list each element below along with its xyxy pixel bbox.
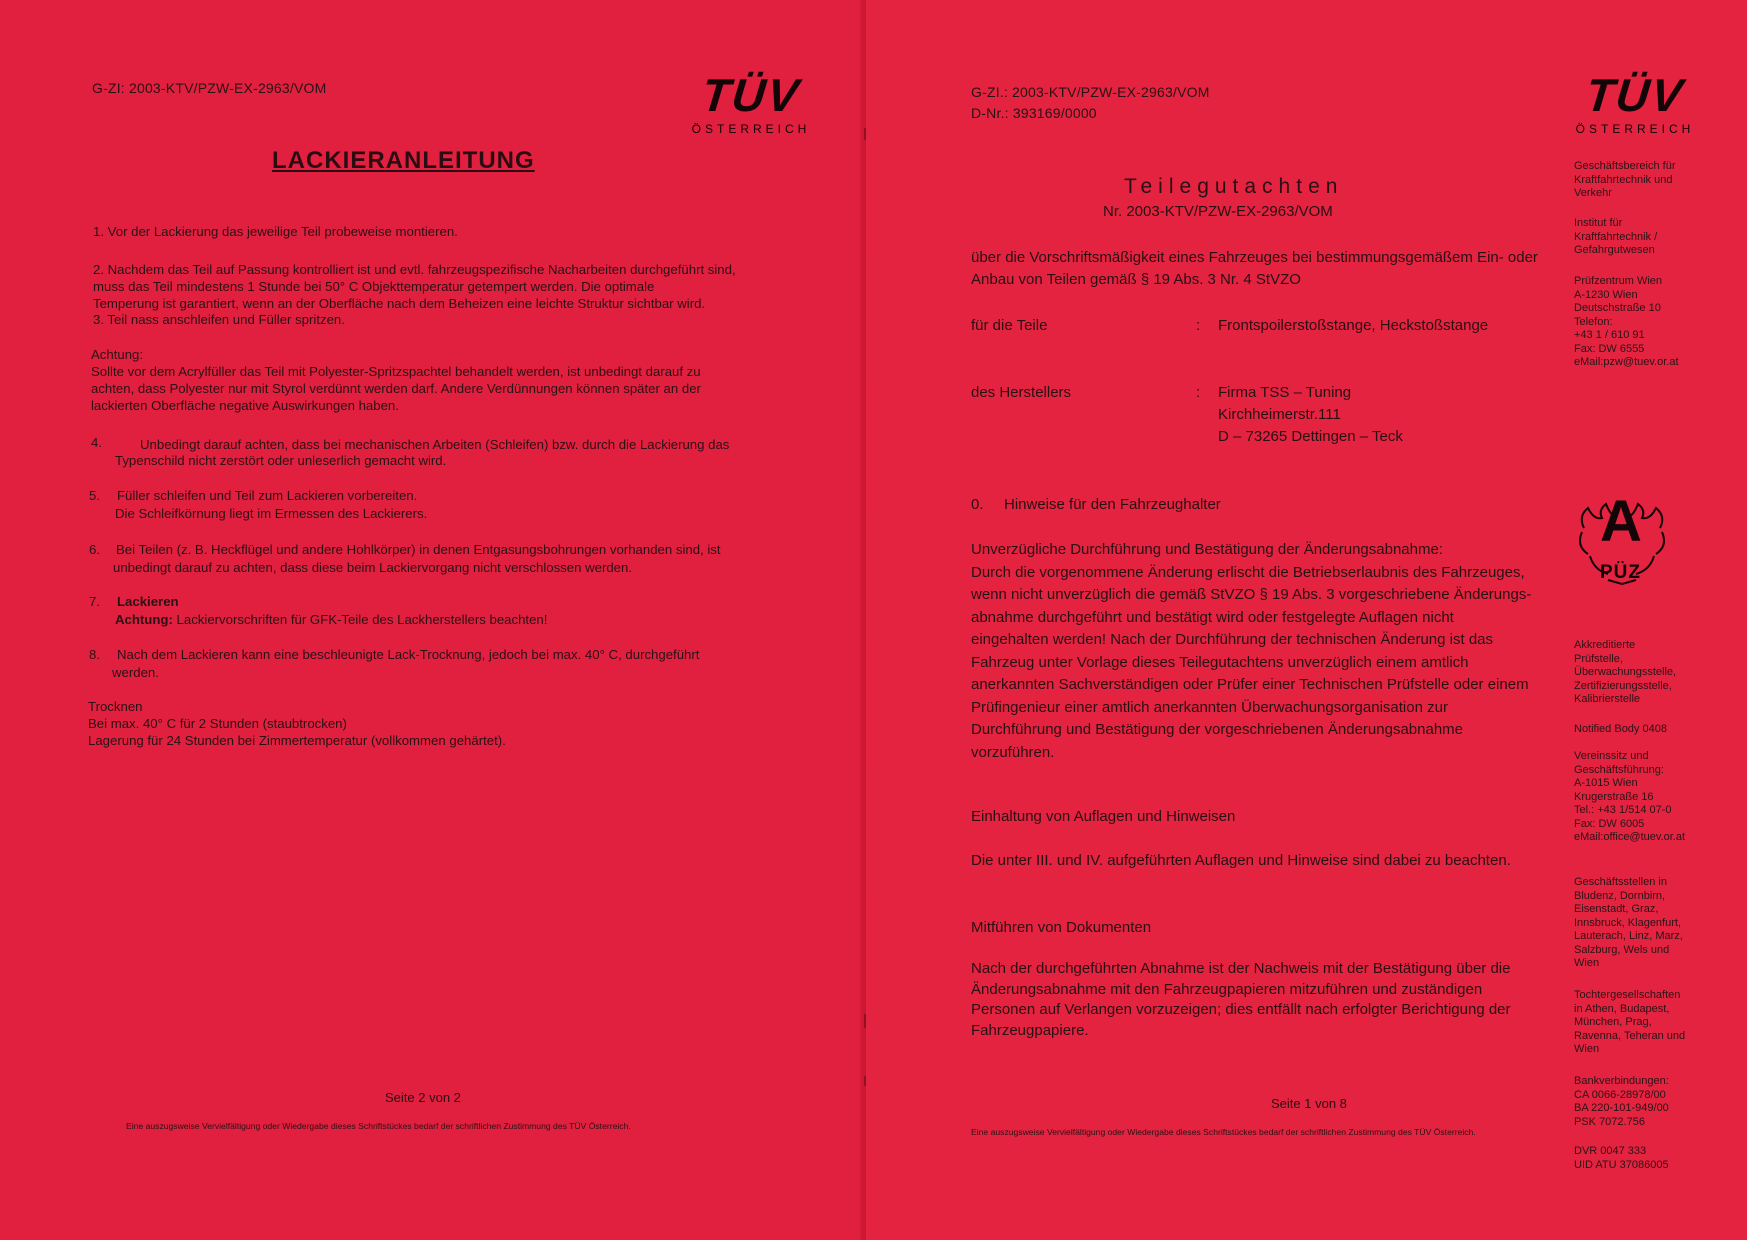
left-item-5-number: 5.	[89, 488, 100, 503]
sidebar-line: Telefon:	[1574, 315, 1613, 328]
sidebar-block-geschaeftsbereich	[1574, 160, 1676, 201]
hersteller-line-3: D – 73265 Dettingen – Teck	[1218, 428, 1403, 445]
p3-line: Änderungsabnahme mit den Fahrzeugpapieren mitzuführen und zuständigen	[971, 980, 1483, 998]
sidebar-block-geschaeftsstellen	[1574, 876, 1683, 971]
sidebar-line: Krugerstraße 16	[1574, 790, 1654, 803]
sidebar-line: Gefahrgutwesen	[1574, 244, 1655, 256]
left-item-2-line-1: 2. Nachdem das Teil auf Passung kontrolliert ist und evtl. fahrzeugspezifische Nacharbeiten durchgeführt sind,	[93, 262, 736, 277]
hersteller-label: des Herstellers	[971, 384, 1072, 401]
p1-line: abnahme durchgeführt und bestätigt wird oder festgelegte Auflagen nicht	[971, 608, 1454, 626]
p1-line: wenn nicht unverzüglich die gemäß StVZO § 19 Abs. 3 vorgeschriebene Änderungs-	[971, 586, 1532, 603]
right-gzl: G-ZI.: 2003-KTV/PZW-EX-2963/VOM	[971, 84, 1210, 100]
page-title-lackieranleitung: LACKIERANLEITUNG	[272, 147, 535, 174]
sidebar-block-bankverbindungen	[1574, 1075, 1669, 1129]
sidebar-line: A-1230 Wien	[1574, 288, 1638, 301]
left-item-7-line	[115, 612, 547, 628]
sidebar-line: eMail:office@tuev.or.at	[1574, 831, 1686, 843]
left-item-5-line-1: Füller schleifen und Teil zum Lackieren vorbereiten.	[117, 488, 418, 503]
teile-label: für die Teile	[971, 317, 1048, 334]
sidebar-line: Bludenz, Dornbirn,	[1574, 889, 1666, 902]
sidebar-line: BA 220-101-949/00	[1574, 1102, 1669, 1114]
sidebar-line: Notified Body 0408	[1574, 723, 1667, 735]
sidebar-line: +43 1 / 610 91	[1574, 329, 1645, 341]
sidebar-line: Wien	[1574, 957, 1600, 969]
tuv-logo-sub: ÖSTERREICH	[691, 122, 811, 136]
left-item-1: 1. Vor der Lackierung das jeweilige Teil probeweise montieren.	[93, 224, 458, 239]
tuv-logo-left	[688, 69, 814, 136]
sidebar-block-institut	[1574, 217, 1657, 258]
left-achtung-line-2: achten, dass Polyester nur mit Styrol verdünnt werden darf. Andere Verdünnungen können später an der	[91, 381, 701, 396]
left-item-8-number: 8.	[89, 647, 100, 662]
p3-line: Fahrzeugpapiere.	[971, 1021, 1089, 1039]
gutachten-number: Nr. 2003-KTV/PZW-EX-2963/VOM	[1103, 203, 1333, 220]
p1-line: Fahrzeug unter Vorlage dieses Teilegutachtens unverzüglich einem amtlich	[971, 653, 1469, 671]
sidebar-line: Überwachungsstelle,	[1574, 666, 1677, 678]
sidebar-line: München, Prag,	[1574, 1016, 1652, 1028]
tuv-logo-word: TÜV	[699, 69, 803, 121]
paragraph-dokumente	[971, 959, 1571, 1041]
sidebar-line: Fax: DW 6555	[1574, 342, 1645, 355]
sidebar-line: Ravenna, Teheran und	[1574, 1029, 1686, 1042]
sidebar-line: Geschäftsführung:	[1574, 763, 1664, 776]
p1-line: Durchführung und Bestätigung der vorgeschriebenen Änderungsabnahme	[971, 721, 1464, 738]
left-item-8-line-2: werden.	[112, 665, 159, 680]
left-trocknen-heading: Trocknen	[88, 699, 143, 714]
left-item-4-line-2: Typenschild nicht zerstört oder unleserlich gemacht wird.	[115, 453, 447, 468]
left-item-3: 3. Teil nass anschleifen und Füller spritzen.	[93, 312, 345, 327]
puz-accreditation-logo	[1572, 489, 1672, 598]
hersteller-line-2: Kirchheimerstr.111	[1218, 406, 1341, 423]
sidebar-line: Wien	[1574, 1043, 1600, 1055]
mitfuehren-heading: Mitführen von Dokumenten	[971, 919, 1152, 936]
left-item-7-achtung: Achtung:	[115, 612, 173, 627]
left-achtung-heading: Achtung:	[91, 347, 144, 362]
sidebar-line: DVR 0047 333	[1574, 1145, 1647, 1157]
intro-line-1: über die Vorschriftsmäßigkeit eines Fahrzeuges bei bestimmungsgemäßem Ein- oder	[971, 249, 1538, 266]
sidebar-line: Salzburg, Wels und	[1574, 943, 1670, 956]
left-item-4-line-1: Unbedingt darauf achten, dass bei mechanischen Arbeiten (Schleifen) bzw. durch die Lackierung das	[140, 437, 730, 452]
sidebar-line: Prüfzentrum Wien	[1574, 275, 1663, 287]
sidebar-line: Verkehr	[1574, 187, 1612, 199]
left-item-8-line-1: Nach dem Lackieren kann eine beschleunigte Lack-Trocknung, jedoch bei max. 40° C, durchgeführt	[117, 647, 700, 662]
p3-line: Nach der durchgeführten Abnahme ist der Nachweis mit der Bestätigung über die	[971, 960, 1511, 977]
sidebar-line: Geschäftsbereich für	[1574, 160, 1676, 172]
left-item-7-number: 7.	[89, 594, 100, 609]
left-achtung-line-1: Sollte vor dem Acrylfüller das Teil mit Polyester-Spritzspachtel behandelt werden, ist unbedingt darauf zu	[91, 364, 701, 379]
tuv-logo-sub: ÖSTERREICH	[1575, 122, 1695, 136]
left-page-number: Seite 2 von 2	[385, 1090, 461, 1105]
right-footer-note: Eine auszugsweise Vervielfältigung oder Wiedergabe dieses Schriftstückes bedarf der schriftlichen Zustimmung des TÜV Österreich.	[971, 1127, 1476, 1137]
teile-colon: :	[1196, 317, 1201, 334]
sidebar-line: PSK 7072.756	[1574, 1115, 1645, 1128]
left-item-6-line-1: Bei Teilen (z. B. Heckflügel und andere Hohlkörper) in denen Entgasungsbohrungen vorhanden sind, ist	[116, 542, 721, 557]
hersteller-line-1: Firma TSS – Tuning	[1218, 384, 1352, 401]
sidebar-line: Vereinssitz und	[1574, 750, 1649, 762]
sidebar-line: Lauterach, Linz, Marz,	[1574, 930, 1683, 942]
einhaltung-heading: Einhaltung von Auflagen und Hinweisen	[971, 808, 1236, 825]
sidebar-line: Institut für	[1574, 217, 1623, 229]
sidebar-line: A-1015 Wien	[1574, 777, 1638, 789]
sidebar-block-dvr-uid	[1574, 1145, 1669, 1172]
sidebar-line: Bankverbindungen:	[1574, 1075, 1669, 1087]
puz-letter: A	[1600, 489, 1642, 554]
intro-line-2: Anbau von Teilen gemäß § 19 Abs. 3 Nr. 4 StVZO	[971, 271, 1301, 288]
left-footer-note: Eine auszugsweise Vervielfältigung oder Wiedergabe dieses Schriftstückes bedarf der schriftlichen Zustimmung des TÜV Österreich.	[126, 1121, 631, 1131]
p1-line: anerkannten Sachverständigen oder Prüfer einer Technischen Prüfstelle oder einem	[971, 676, 1529, 693]
left-page	[0, 0, 866, 1240]
einhaltung-text: Die unter III. und IV. aufgeführten Auflagen und Hinweise sind dabei zu beachten.	[971, 852, 1511, 869]
p3-line: Personen auf Verlangen vorzuzeigen; dies entfällt nach erfolgter Berichtigung der	[971, 1001, 1511, 1018]
sidebar-line: CA 0066-28978/00	[1574, 1088, 1666, 1101]
tuv-logo-word: TÜV	[1583, 69, 1687, 121]
sidebar-line: Tel.: +43 1/514 07-0	[1574, 804, 1672, 816]
teile-value: Frontspoilerstoßstange, Heckstoßstange	[1218, 317, 1489, 334]
sidebar-line: Kraftfahrtechnik und	[1574, 173, 1673, 186]
left-trocknen-line-2: Lagerung für 24 Stunden bei Zimmertemperatur (vollkommen gehärtet).	[88, 733, 506, 748]
tuv-logo-right	[1572, 69, 1698, 136]
left-item-7-text: Lackiervorschriften für GFK-Teile des Lackherstellers beachten!	[172, 612, 548, 627]
section-0-number: 0.	[971, 496, 984, 513]
sidebar-line: eMail:pzw@tuev.or.at	[1574, 356, 1679, 368]
left-item-2-line-2: muss das Teil mindestens 1 Stunde bei 50° C Objekttemperatur getempert werden. Die optimale	[93, 279, 655, 294]
sidebar-line: Geschäftsstellen in	[1574, 876, 1667, 888]
sidebar-block-vereinssitz	[1574, 750, 1685, 845]
left-item-4-number: 4.	[91, 435, 102, 450]
left-item-2-line-3: Temperung ist garantiert, wenn an der Oberfläche nach dem Beheizen eine leichte Struktur sichtbar wird.	[93, 296, 706, 311]
sidebar-line: Tochtergesellschaften	[1574, 989, 1681, 1001]
puz-text: PÜZ	[1600, 562, 1641, 583]
sidebar-line: Eisenstadt, Graz,	[1574, 903, 1659, 915]
right-page-number: Seite 1 von 8	[1271, 1096, 1347, 1111]
sidebar-line: Fax: DW 6005	[1574, 817, 1645, 830]
sidebar-line: in Athen, Budapest,	[1574, 1002, 1670, 1015]
left-trocknen-line-1: Bei max. 40° C für 2 Stunden (staubtrocken)	[88, 716, 347, 731]
left-item-6-line-2: unbedingt darauf zu achten, dass diese beim Lackiervorgang nicht verschlossen werden.	[113, 560, 633, 575]
right-d-nr: D-Nr.: 393169/0000	[971, 105, 1097, 121]
sidebar-line: Kraftfahrtechnik /	[1574, 230, 1658, 243]
hersteller-colon: :	[1196, 384, 1201, 401]
page-title-teilegutachten: Teilegutachten	[1124, 175, 1344, 198]
p1-line: eingehalten werden! Nach der Durchführung der technischen Änderung ist das	[971, 631, 1493, 648]
sidebar-block-tochtergesellschaften	[1574, 989, 1685, 1057]
p1-line: Prüfingenieur einer amtlich anerkannten Überwachungsorganisation zur	[971, 698, 1448, 716]
left-item-5-line-2: Die Schleifkörnung liegt im Ermessen des Lackierers.	[115, 506, 428, 521]
sidebar-block-notified-body	[1574, 723, 1667, 737]
section-0-title: Hinweise für den Fahrzeughalter	[1004, 496, 1221, 513]
sidebar-line: Innsbruck, Klagenfurt,	[1574, 916, 1682, 929]
sidebar-line: Kalibrierstelle	[1574, 693, 1641, 705]
sidebar-line: Prüfstelle,	[1574, 652, 1623, 665]
p1-line: Unverzügliche Durchführung und Bestätigung der Änderungsabnahme:	[971, 541, 1443, 558]
sidebar-line: Deutschstraße 10	[1574, 302, 1661, 314]
left-item-7-heading: Lackieren	[117, 594, 179, 609]
left-achtung-line-3: lackierten Oberfläche negative Auswirkungen haben.	[91, 398, 399, 413]
right-page	[866, 0, 1747, 1240]
left-item-6-number: 6.	[89, 542, 100, 557]
sidebar-block-akkreditiert	[1574, 639, 1676, 707]
p1-line: vorzuführen.	[971, 743, 1055, 761]
sidebar-block-pruefzentrum	[1574, 275, 1679, 370]
sidebar-line: UID ATU 37086005	[1574, 1158, 1669, 1171]
sidebar-line: Akkreditierte	[1574, 639, 1636, 651]
paragraph-aenderungsabnahme	[971, 539, 1571, 764]
sidebar-line: Zertifizierungsstelle,	[1574, 679, 1672, 692]
left-gzl: G-ZI: 2003-KTV/PZW-EX-2963/VOM	[92, 80, 327, 96]
p1-line: Durch die vorgenommene Änderung erlischt die Betriebserlaubnis des Fahrzeuges,	[971, 563, 1525, 581]
